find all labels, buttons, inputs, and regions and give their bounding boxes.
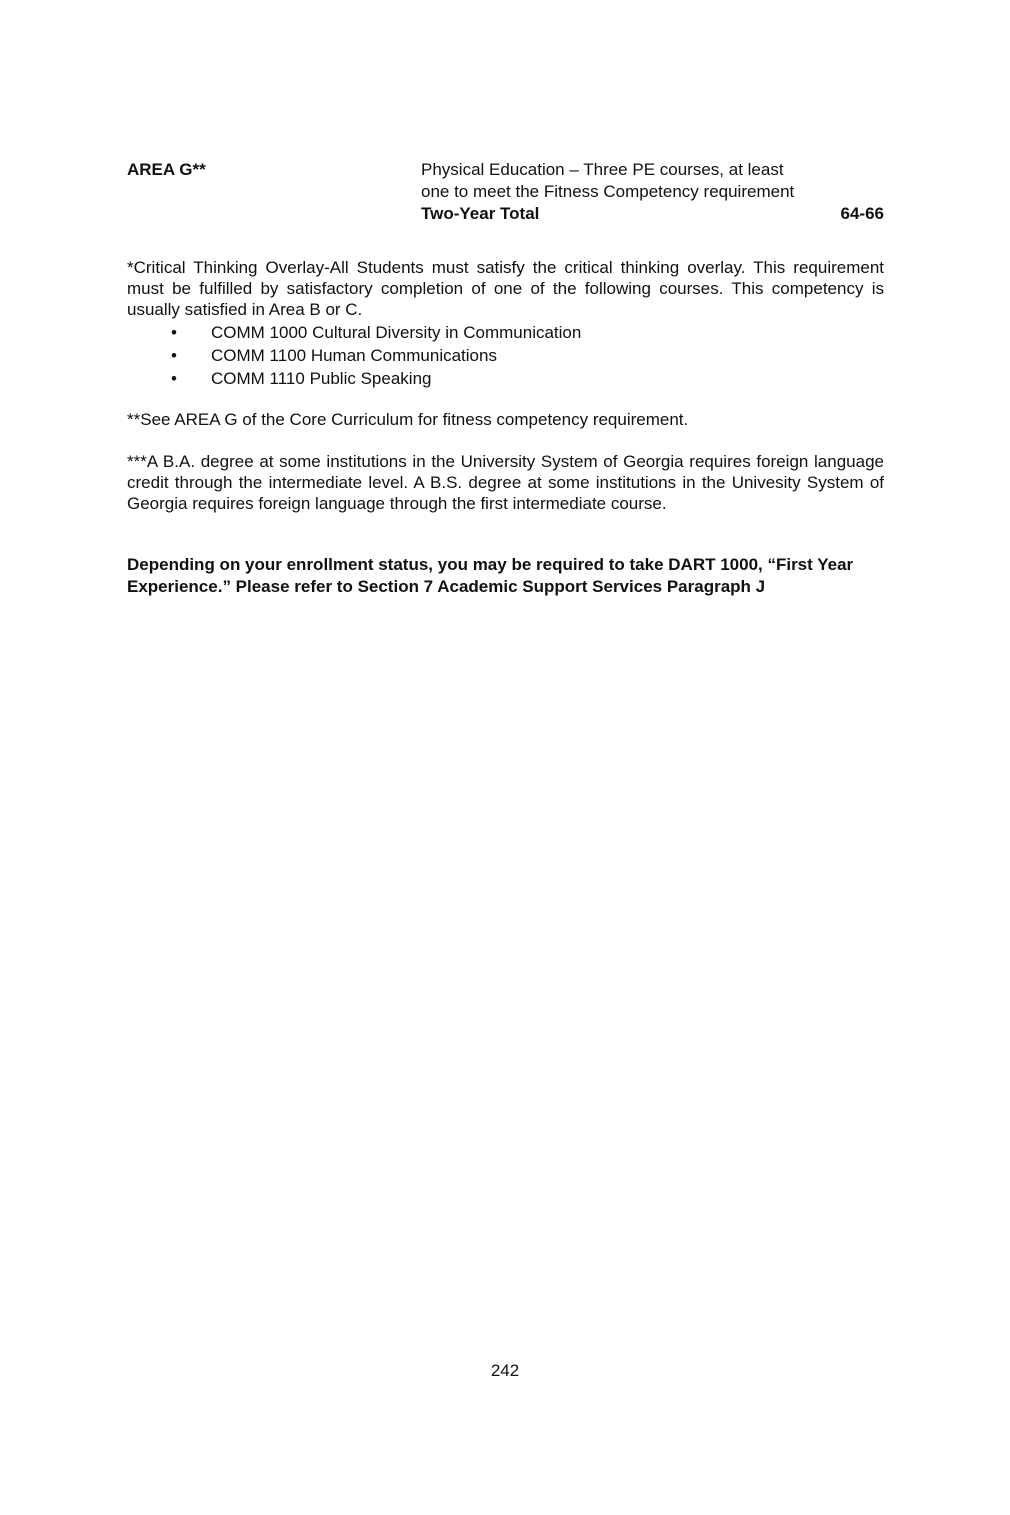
dart-requirement-note: Depending on your enrollment status, you may be required to take DART 1000, “First Year Experience.” Please refer to Section 7 Academic Support Services Paragraph J bbox=[127, 555, 854, 596]
total-value: 64-66 bbox=[840, 204, 884, 223]
list-item bbox=[127, 321, 884, 344]
area-label: AREA G** bbox=[127, 160, 206, 179]
fitness-note: **See AREA G of the Core Curriculum for fitness competency requirement. bbox=[127, 410, 689, 429]
list-item bbox=[127, 367, 884, 390]
page-number: 242 bbox=[490, 1361, 520, 1380]
area-desc-line-2: one to meet the Fitness Competency requirement bbox=[421, 182, 795, 201]
total-label: Two-Year Total bbox=[421, 204, 540, 223]
foreign-language-note: ***A B.A. degree at some institutions in the University System of Georgia requires foreign language credit through the intermediate level. A B.S. degree at some institutions in the Univesity System of Georgia requires foreign language through the first intermediate course. bbox=[127, 452, 884, 513]
course-list bbox=[127, 321, 884, 390]
course-name: COMM 1100 Human Communications bbox=[211, 346, 497, 365]
area-description bbox=[421, 159, 884, 225]
bullet-icon: • bbox=[171, 369, 177, 388]
list-item bbox=[127, 344, 884, 367]
area-desc-line-1: Physical Education – Three PE courses, at least bbox=[421, 160, 784, 179]
two-year-total-row bbox=[421, 203, 884, 225]
bullet-icon: • bbox=[171, 346, 177, 365]
course-name: COMM 1110 Public Speaking bbox=[211, 369, 432, 388]
critical-thinking-note: *Critical Thinking Overlay-All Students must satisfy the critical thinking overlay. This requirement must be fulfilled by satisfactory completion of one of the following courses. This competency is usually satisfied in Area B or C. bbox=[127, 258, 884, 319]
bullet-icon: • bbox=[171, 323, 177, 342]
course-name: COMM 1000 Cultural Diversity in Communication bbox=[211, 323, 582, 342]
